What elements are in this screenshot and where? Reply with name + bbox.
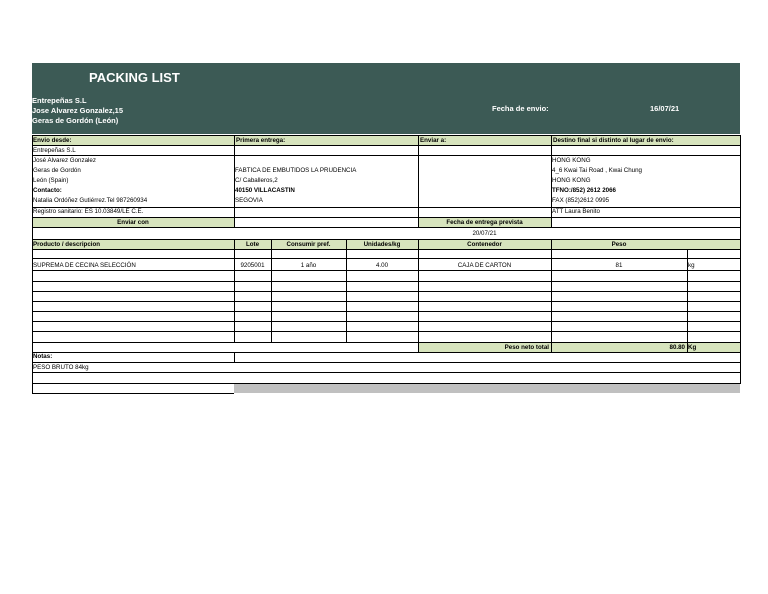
col-header-product: Producto / descripcion <box>33 241 101 248</box>
company-address: Jose Alvarez Gonzalez,15 <box>32 106 124 115</box>
destination-fax: FAX (852)2612 0995 <box>552 197 610 204</box>
col-header-weight: Peso <box>611 241 627 248</box>
destination-line: HONG KONG <box>552 177 591 184</box>
cell-weight: 81 <box>615 262 623 269</box>
first-delivery-line: FABTICA DE EMBUTIDOS LA PRUDENCIA <box>235 167 357 174</box>
cell-container: CAJA DE CARTON <box>457 262 512 269</box>
sanitary-registry: Registro sanitario: ES 10.03849/LE C.E. <box>33 208 144 215</box>
sender-line: José Alvarez Gonzalez <box>33 157 96 164</box>
destination-line: 4_6 Kwai Tai Road , Kwai Chung <box>552 167 643 174</box>
sender-contact-label: Contacto: <box>33 187 62 194</box>
final-destination-label: Destino final si distinto al lugar de envio: <box>553 137 674 144</box>
first-delivery-line: SEGOVIA <box>235 197 263 204</box>
net-weight-value: 80.80 <box>669 344 685 351</box>
first-delivery-line: C/ Caballeros,2 <box>235 177 278 184</box>
expected-date-value: 20/07/21 <box>472 230 497 237</box>
cell-weight-unit: kg <box>688 262 695 269</box>
col-header-best-before: Consumir pref. <box>286 241 331 248</box>
cell-units: 4.00 <box>375 262 389 269</box>
net-weight-unit: Kg <box>688 344 697 351</box>
cell-lot: 9205001 <box>240 262 265 269</box>
col-header-container: Contenedor <box>467 241 502 248</box>
first-delivery-line: 40150 VILLACASTIN <box>235 187 295 194</box>
sender-line: Entrepeñas S.L <box>33 147 76 154</box>
destination-attention: ATT Laura Benito <box>552 208 600 215</box>
net-weight-label: Peso neto total <box>504 344 549 351</box>
footer-gray-band <box>234 384 740 393</box>
cell-best-before: 1 año <box>300 262 317 269</box>
sender-line: León (Spain) <box>33 177 69 184</box>
company-city: Geras de Gordón (León) <box>32 116 119 125</box>
first-delivery-label: Primera entrega: <box>236 137 286 144</box>
sender-line: Geras de Gordón <box>33 167 81 174</box>
notes-text: PESO BRUTO 84kg <box>33 364 89 371</box>
notes-label: Notas: <box>33 353 53 360</box>
col-header-units: Unidades/kg <box>363 241 401 248</box>
col-header-lot: Lote <box>245 241 260 248</box>
document-header <box>32 63 740 134</box>
ship-date-value: 16/07/21 <box>650 104 680 113</box>
company-name: Entrepeñas S.L <box>32 96 87 105</box>
cell-product: SUPREMA DE CECINA SELECCIÓN <box>33 262 136 269</box>
from-label: Envio desde: <box>33 137 72 144</box>
send-with-label: Enviar con <box>117 219 149 226</box>
page-title: PACKING LIST <box>89 70 180 85</box>
destination-phone: TFNO:/852) 2612 2066 <box>552 187 616 194</box>
destination-line: HONG KONG <box>552 157 591 164</box>
ship-date-label: Fecha de envio: <box>492 104 549 113</box>
sender-contact: Natalia Ordóñez Gutiérrez.Tel 987260934 <box>33 197 148 204</box>
send-to-label: Enviar a: <box>420 137 447 144</box>
expected-date-label: Fecha de entrega prevista <box>446 219 523 226</box>
